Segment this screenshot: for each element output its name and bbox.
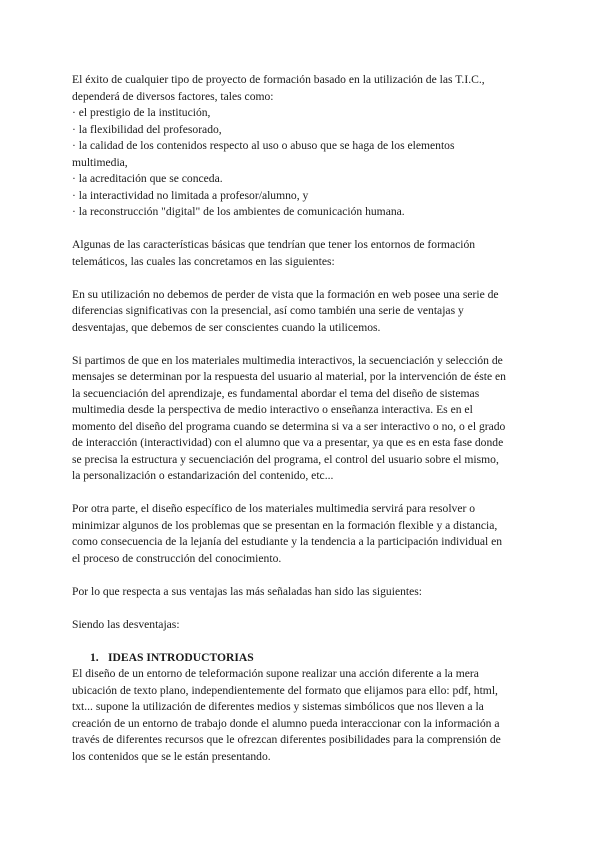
diseno-paragraph: [72, 501, 532, 567]
text-line: Si partimos de que en los materiales multimedia interactivos, la secuenciación y selección de: [72, 353, 503, 367]
text-line: creación de un entorno de trabajo donde el alumno pueda interaccionar con la información a: [72, 716, 500, 730]
text-line: txt... supone la utilización de diferentes medios y sistemas simbólicos que nos lleven a la: [72, 700, 484, 713]
text-line: el proceso de construcción del conocimiento.: [72, 551, 282, 565]
text-line: se precisa la estructura y secuenciación del programa, el control del usuario sobre el mismo,: [72, 452, 499, 466]
utilizacion-paragraph: [72, 287, 532, 337]
caracteristicas-paragraph: [72, 237, 532, 270]
text-line: diferencias significativas con la presencial, así como también una serie de ventajas y: [72, 304, 464, 317]
ventajas-paragraph: [72, 584, 532, 601]
text-line: El diseño de un entorno de teleformación supone realizar una acción diferente a la mera: [72, 667, 479, 680]
list-item: · la calidad de los contenidos respecto al uso o abuso que se haga de los elementos: [72, 139, 455, 152]
text-line: En su utilización no debemos de perder de vista que la formación en web posee una serie de: [72, 287, 499, 301]
list-item: · la interactividad no limitada a profesor/alumno, y: [72, 188, 309, 202]
text-line: Algunas de las características básicas que tendrían que tener los entornos de formación: [72, 238, 476, 251]
text-line: multimedia,: [72, 155, 128, 169]
desventajas-paragraph: [72, 617, 532, 634]
text-line: minimizar algunos de los problemas que se presentan en la formación flexible y a distancia,: [72, 518, 498, 532]
text-line: momento del diseño del programa cuando se determina si va a ser interactivo o no, o el grado: [72, 419, 506, 433]
list-item: · la flexibilidad del profesorado,: [72, 122, 222, 136]
text-line: dependerá de diversos factores, tales como:: [72, 89, 274, 103]
text-line: El éxito de cualquier tipo de proyecto de formación basado en la utilización de las T.I.C.,: [72, 73, 485, 86]
text-line: la personalización o estandarización del contenido, etc...: [72, 469, 334, 482]
section-heading: [72, 650, 532, 667]
text-line: Por lo que respecta a sus ventajas las más señaladas han sido las siguientes:: [72, 584, 422, 598]
section-title: IDEAS INTRODUCTORIAS: [108, 650, 254, 664]
text-line: de interacción (interactividad) con el alumno que va a presentar, ya que es en esta fase donde: [72, 436, 504, 449]
document-page: [72, 72, 532, 782]
text-line: telemáticos, las cuales las concretamos en las siguientes:: [72, 254, 335, 268]
text-line: Siendo las desventajas:: [72, 617, 180, 631]
list-item: · la acreditación que se conceda.: [72, 172, 223, 185]
intro-paragraph: [72, 72, 532, 221]
text-line: desventajas, que debemos de ser conscientes cuando la utilicemos.: [72, 320, 381, 334]
text-line: Por otra parte, el diseño específico de los materiales multimedia servirá para resolver o: [72, 502, 476, 515]
list-item: · el prestigio de la institución,: [72, 106, 211, 119]
text-line: multimedia desde la perspectiva de medio interactivo o enseñanza interactiva. Es en el: [72, 403, 473, 416]
section-number: 1.: [90, 650, 99, 664]
teleformacion-paragraph: [72, 666, 532, 765]
multimedia-paragraph: [72, 353, 532, 485]
text-line: como consecuencia de la lejanía del estudiante y la tendencia a la participación individual en: [72, 535, 503, 548]
text-line: través de diferentes recursos que le ofrezcan diferentes posibilidades para la comprensión de: [72, 733, 501, 746]
text-line: la secuenciación del aprendizaje, es fundamental abordar el tema del diseño de sistemas: [72, 386, 480, 400]
text-line: mensajes se determinan por la respuesta del usuario al material, por la intervención de éste en: [72, 370, 506, 383]
text-line: los contenidos que se le están presentando.: [72, 749, 271, 763]
list-item: · la reconstrucción "digital" de los ambientes de comunicación humana.: [72, 205, 405, 218]
text-line: ubicación de texto plano, independientemente del formato que elijamos para ello: pdf, html,: [72, 683, 498, 697]
